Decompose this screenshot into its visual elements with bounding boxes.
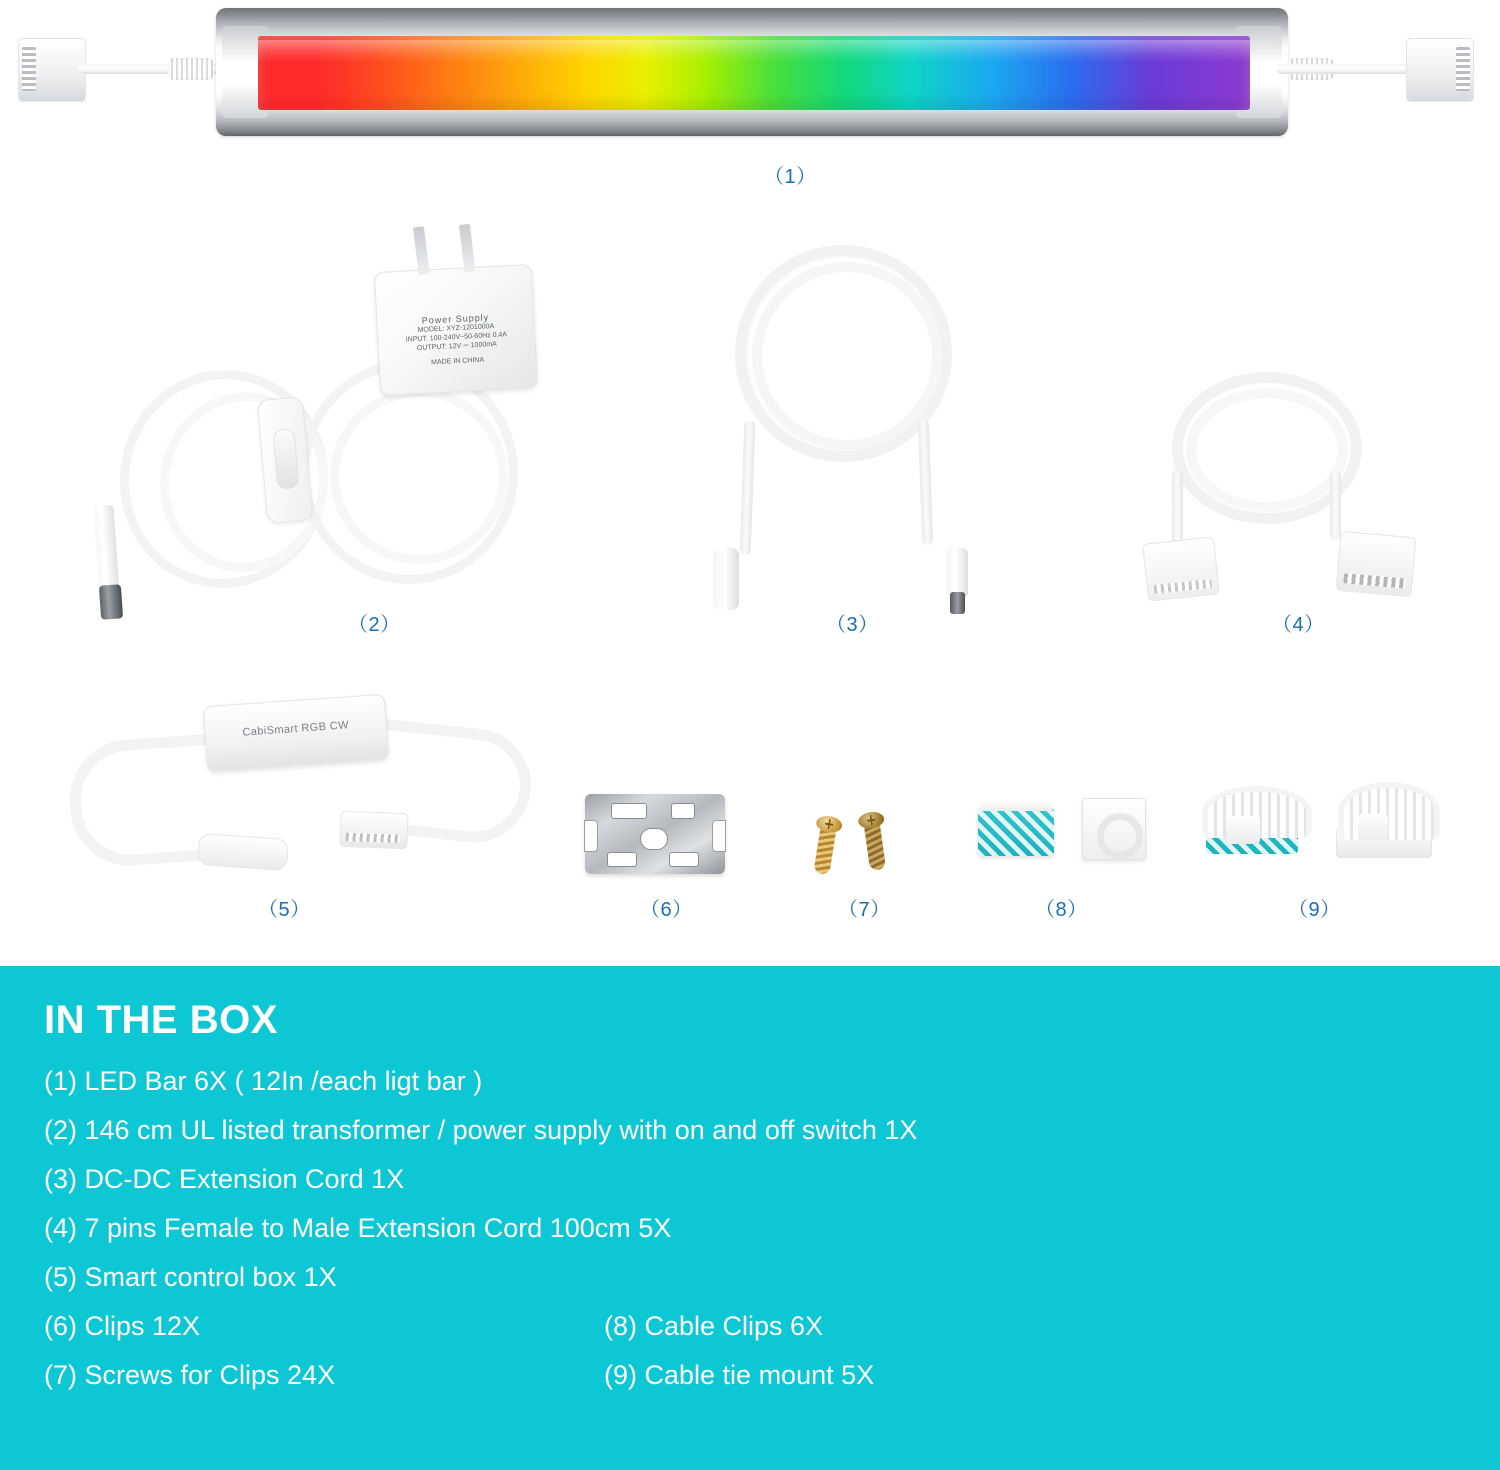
box-items-two-column	[44, 1302, 1456, 1400]
caption-7: （7）	[838, 899, 891, 921]
dc-cord-loop-inner	[752, 262, 942, 450]
in-the-box-panel	[0, 966, 1500, 1470]
connector-pins-icon	[346, 833, 400, 843]
screw-thread	[813, 827, 836, 875]
power-supply-label-title: Power Supply	[421, 312, 490, 326]
power-supply-label-input: INPUT: 100-240V~50-60Hz 0.4A	[405, 331, 508, 344]
led-bar-left-wire-sleeve	[168, 58, 214, 80]
clip-notch	[584, 820, 598, 852]
control-box-male-connector	[339, 811, 408, 849]
screw-bronze	[862, 811, 886, 869]
cable-clip-body	[1082, 798, 1146, 860]
ac-prong-icon	[459, 224, 476, 273]
seven-pin-male-connector	[1336, 531, 1417, 597]
connector-pins-icon	[1154, 579, 1213, 594]
cable-tie-mount-plain	[1336, 782, 1432, 862]
power-adapter-brick	[374, 264, 538, 396]
box-items-right-column	[604, 1302, 1304, 1400]
screw-head-phillips-icon	[857, 810, 885, 829]
dc-cord-tail-left	[740, 420, 756, 555]
mounting-clip	[585, 794, 725, 874]
connector-pins-icon	[1456, 47, 1470, 91]
seven-pin-cord-tail-left	[1172, 470, 1183, 546]
box-item-7: (7) Screws for Clips 24X	[44, 1360, 336, 1390]
screw-thread	[864, 823, 886, 871]
led-bar-rgb-lightstrip	[258, 36, 1250, 110]
caption-1: （1）	[764, 166, 817, 188]
connector-pins-icon	[22, 47, 36, 91]
screw-gold	[814, 815, 839, 873]
power-supply-label	[391, 312, 522, 379]
dc-cord-male-tip	[950, 592, 965, 614]
caption-8: （8）	[1035, 899, 1088, 921]
box-item-8: (8) Cable Clips 6X	[604, 1311, 824, 1341]
box-item-9: (9) Cable tie mount 5X	[604, 1360, 875, 1390]
seven-pin-cord-tail-right	[1330, 470, 1341, 540]
in-the-box-title: IN THE BOX	[44, 998, 278, 1042]
caption-2: （2）	[348, 614, 401, 636]
cable-tie-mount-with-pad	[1200, 786, 1304, 862]
switch-rocker-icon	[272, 428, 299, 490]
power-supply-dc-plug-tip	[99, 584, 123, 619]
box-items-left-column	[44, 1302, 604, 1400]
cable-clip-adhesive-pad	[978, 808, 1054, 856]
smart-control-box	[203, 694, 389, 773]
caption-4: （4）	[1272, 614, 1325, 636]
caption-3: （3）	[826, 614, 879, 636]
ac-prong-icon	[413, 226, 430, 275]
box-item-6: (6) Clips 12X	[44, 1311, 201, 1341]
box-item-4: (4) 7 pins Female to Male Extension Cord 100cm 5X	[44, 1213, 672, 1243]
connector-pins-icon	[1343, 573, 1406, 588]
seven-pin-female-connector	[1142, 536, 1220, 601]
led-bar-right-connector	[1406, 38, 1474, 102]
power-supply-label-model: MODEL: XYZ-1201000A	[417, 323, 495, 335]
mounting-clip-figure	[575, 786, 735, 882]
cable-tie-band	[1338, 782, 1440, 840]
box-item-5: (5) Smart control box 1X	[44, 1262, 337, 1292]
clip-slot	[671, 803, 695, 819]
clip-slot	[640, 828, 668, 850]
clip-slot	[611, 803, 647, 819]
clip-slot	[607, 852, 637, 867]
caption-6: （6）	[640, 899, 693, 921]
seven-pin-cord-loop-inner	[1186, 388, 1348, 512]
control-box-female-connector	[197, 833, 289, 871]
cable-tie-buckle	[1358, 814, 1388, 840]
led-bar-left-connector	[18, 38, 86, 102]
power-supply-label-output: OUTPUT: 12V ⎓ 1000mA	[416, 340, 497, 353]
clip-slot	[669, 852, 699, 867]
box-item-2: (2) 146 cm UL listed transformer / power supply with on and off switch 1X	[44, 1115, 918, 1145]
dc-cord-tail-right	[918, 420, 933, 545]
cable-tie-buckle	[1226, 816, 1260, 844]
caption-5: （5）	[258, 899, 311, 921]
control-box-label: CabiSmart RGB CW	[242, 719, 350, 739]
dc-cord-male-connector	[946, 548, 968, 598]
led-bar-right-lead-wire	[1276, 64, 1426, 74]
power-supply-label-origin: MADE IN CHINA	[431, 356, 485, 367]
caption-9: （9）	[1288, 899, 1341, 921]
dc-cord-female-connector	[713, 548, 739, 610]
led-bar-figure	[0, 0, 1500, 200]
box-item-1: (1) LED Bar 6X ( 12In /each ligt bar )	[44, 1066, 483, 1096]
box-item-3: (3) DC-DC Extension Cord 1X	[44, 1164, 405, 1194]
clip-notch	[712, 820, 726, 852]
